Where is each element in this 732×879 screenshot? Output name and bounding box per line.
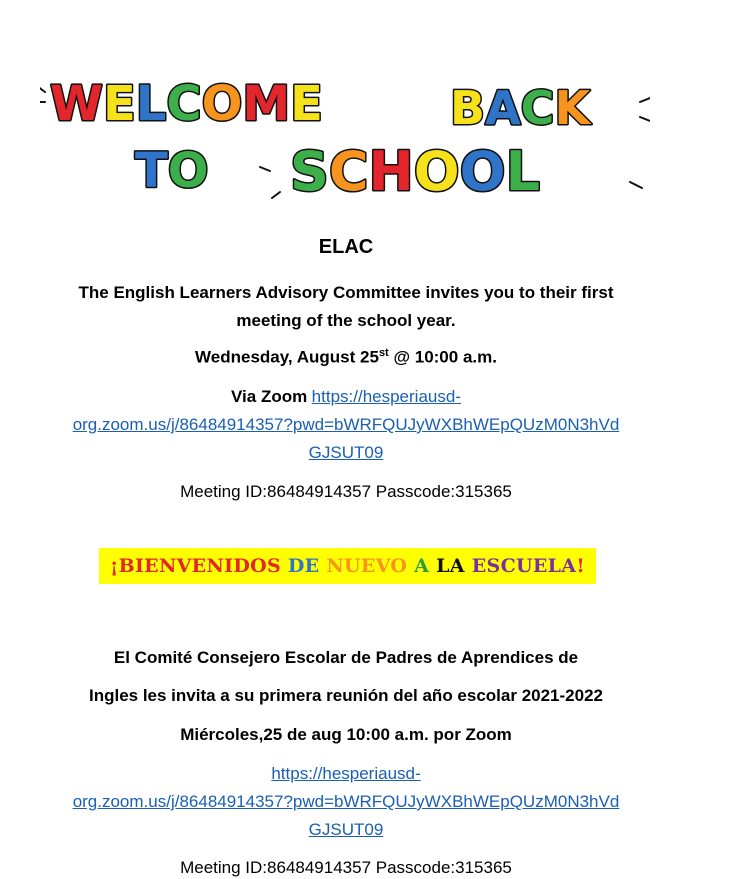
english-zoom-line (0, 387, 692, 407)
spanish-zoom-link-part-2[interactable]: org.zoom.us/j/86484914357?pwd=bWRFQUJyWXBhWEpQUzM0N3hVd (72, 792, 620, 811)
logo-word-back (450, 81, 592, 135)
english-meeting-date (0, 347, 692, 368)
logo-word-school (290, 140, 540, 202)
spanish-zoom-link-part-1[interactable]: https://hesperiausd- (271, 764, 421, 783)
english-zoom-link-part-3[interactable]: GJSUT09 (308, 443, 384, 462)
logo-letter: O (201, 76, 243, 132)
logo-letter: L (135, 76, 167, 132)
logo-letter: L (505, 140, 540, 202)
date-prefix: Wednesday, August 25 (195, 347, 379, 367)
logo-word-welcome (50, 76, 323, 132)
bienvenidos-banner (99, 548, 596, 584)
english-invite-line-2: meeting of the school year. (236, 311, 456, 330)
spanish-meeting-info: Meeting ID:86484914357 Passcode:315365 (180, 858, 512, 877)
logo-letter: C (520, 81, 555, 135)
date-ordinal: st (378, 347, 389, 359)
logo-letter: H (368, 140, 414, 202)
logo-letter: C (328, 140, 369, 202)
via-zoom-label: Via Zoom (231, 387, 308, 406)
spanish-invite-line-1: El Comité Consejero Escolar de Padres de Aprendices de (113, 648, 579, 667)
banner-word: NUEVO (326, 555, 415, 577)
spanish-invite-line-2: Ingles les invita a su primera reunión del año escolar 2021-2022 (88, 686, 603, 705)
logo-letter: K (554, 81, 591, 135)
banner-word: LA (436, 555, 472, 577)
logo-letter: M (242, 76, 291, 132)
english-meeting-info: Meeting ID:86484914357 Passcode:315365 (180, 482, 512, 501)
bienvenidos-text (110, 555, 585, 577)
banner-word: A (414, 555, 437, 577)
logo-letter: B (450, 81, 486, 135)
welcome-back-to-school-logo (40, 62, 650, 202)
logo-letter: A (485, 81, 521, 135)
logo-letter: O (167, 143, 209, 199)
logo-letter: O (413, 140, 460, 202)
logo-letter: O (459, 140, 506, 202)
elac-title: ELAC (318, 236, 374, 258)
logo-word-to (135, 143, 209, 199)
banner-word: DE (287, 555, 327, 577)
english-invite-line-1: The English Learners Advisory Committee invites you to their first (78, 283, 614, 302)
logo-letter: E (290, 76, 323, 132)
banner-word: ¡BIENVENIDOS (110, 555, 288, 577)
spanish-meeting-date: Miércoles,25 de aug 10:00 a.m. por Zoom (180, 725, 512, 744)
english-zoom-link-part-1[interactable]: https://hesperiausd- (311, 387, 461, 406)
logo-letter: T (135, 143, 168, 199)
spanish-zoom-link-part-3[interactable]: GJSUT09 (308, 820, 384, 839)
date-suffix: @ 10:00 a.m. (388, 347, 497, 367)
banner-word: ESCUELA (471, 555, 577, 577)
banner-word: ! (576, 555, 585, 577)
logo-letter: C (166, 76, 202, 132)
logo-letter: S (290, 140, 329, 202)
logo-letter: E (102, 76, 136, 132)
english-zoom-link-part-2[interactable]: org.zoom.us/j/86484914357?pwd=bWRFQUJyWXBhWEpQUzM0N3hVd (72, 415, 620, 434)
logo-letter: W (50, 76, 103, 132)
